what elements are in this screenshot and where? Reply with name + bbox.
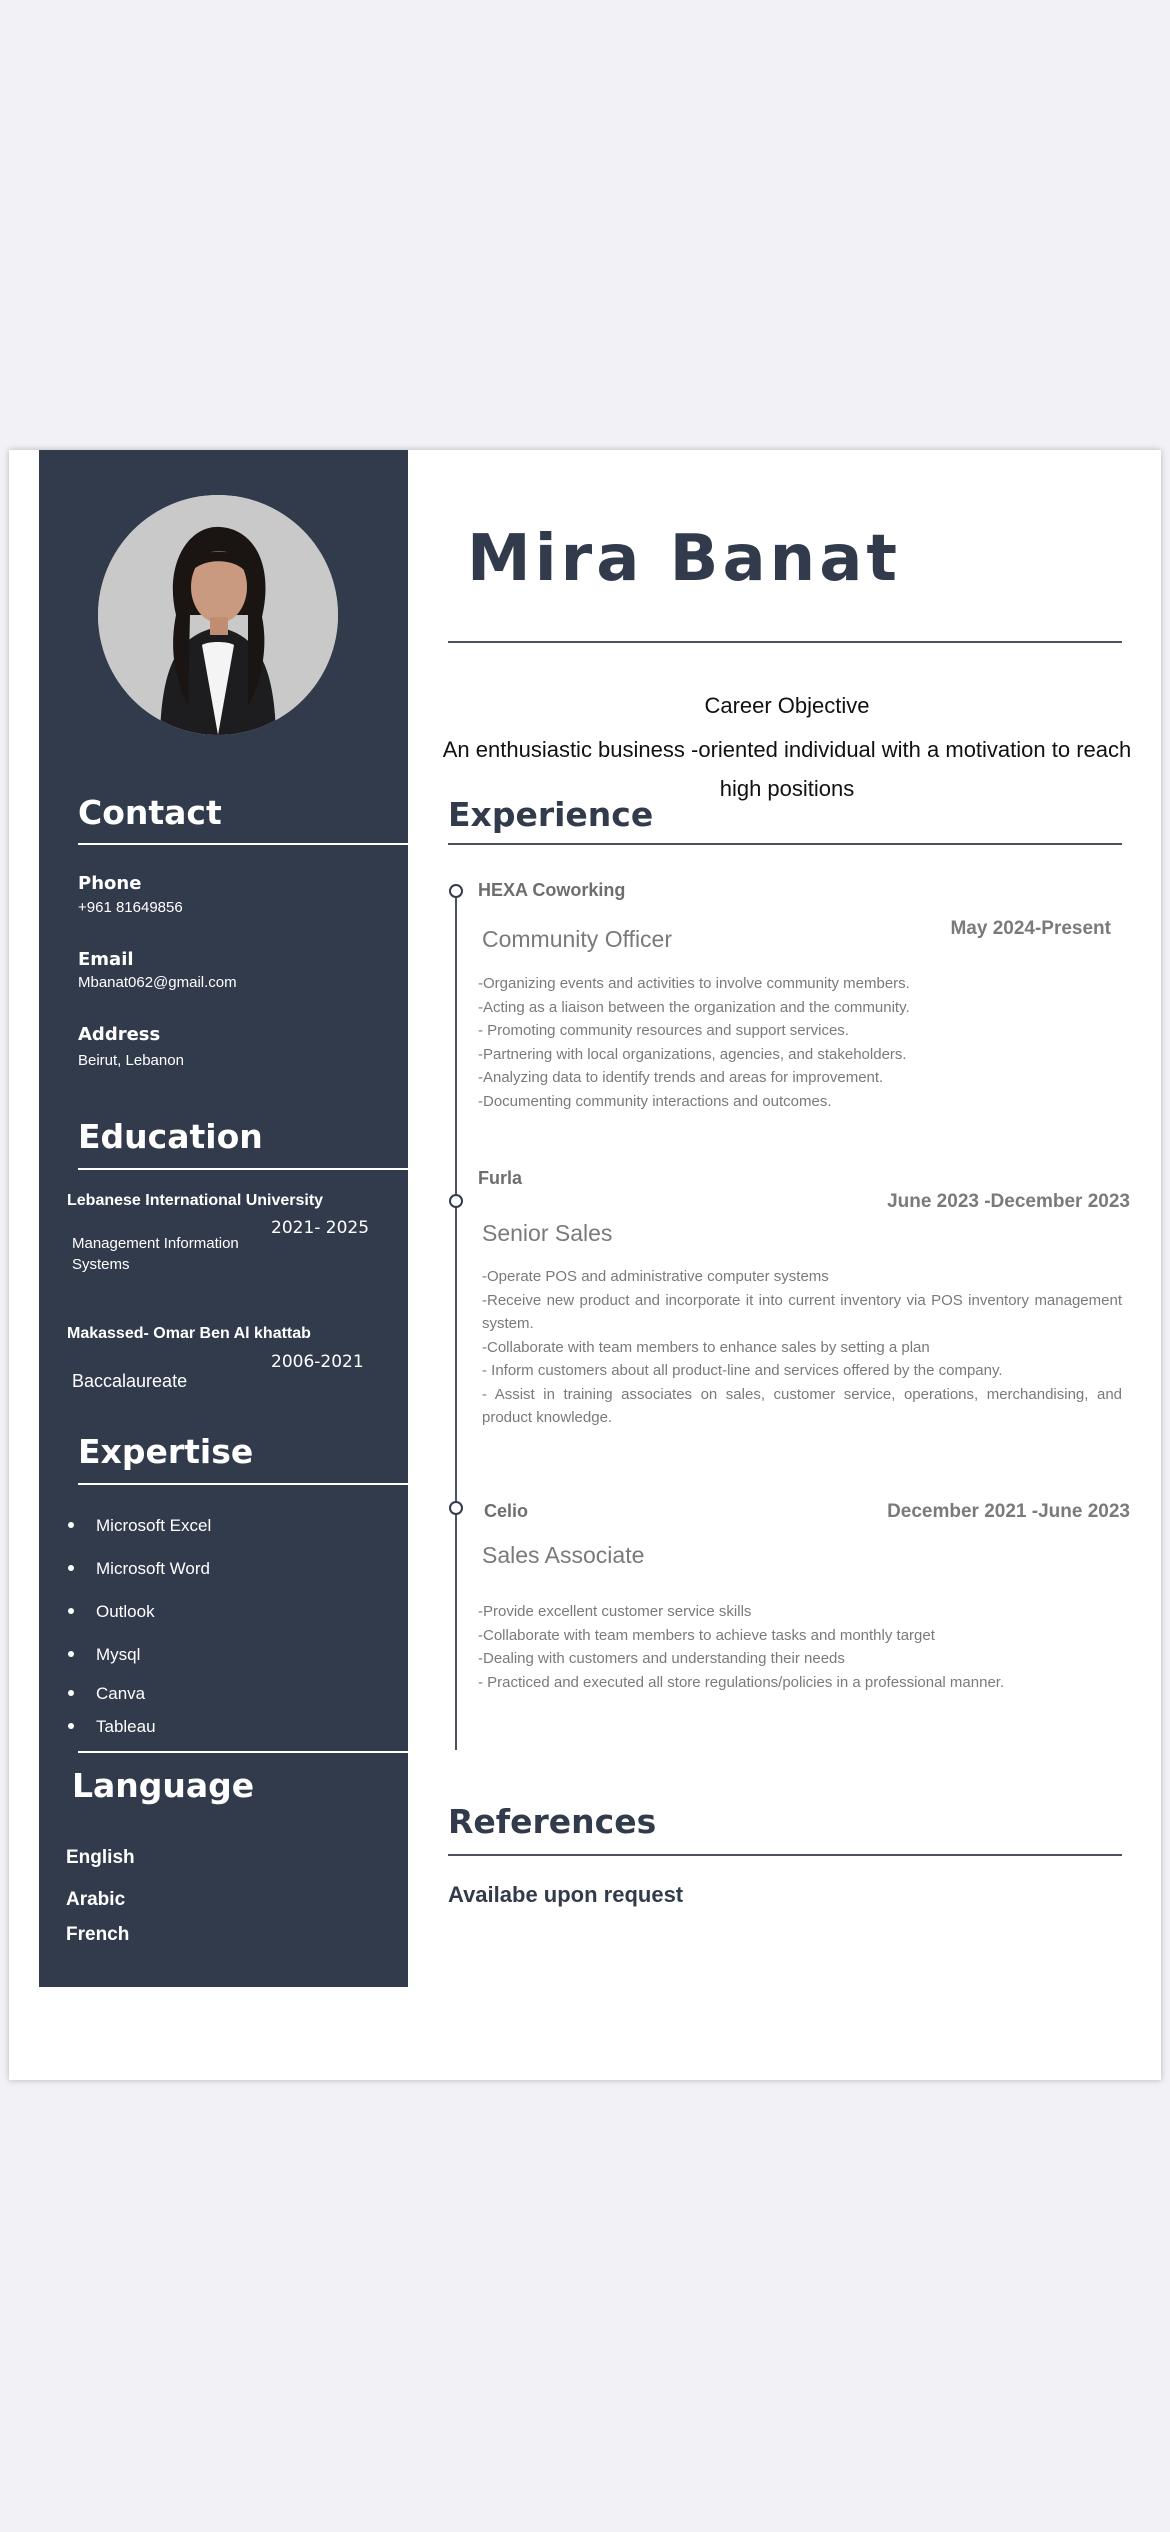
job-role: Community Officer <box>482 926 673 952</box>
skill-label: Canva <box>96 1684 146 1703</box>
objective-text: An enthusiastic business -oriented individual with a motivation to reach high positions <box>442 737 1132 801</box>
expertise-bottom-divider <box>78 1751 408 1753</box>
education-school: Makassed- Omar Ben Al khattab <box>67 1325 311 1342</box>
duty-item: -Organizing events and activities to involve community members. <box>478 975 910 992</box>
skill-item <box>68 1645 140 1665</box>
skill-label: Tableau <box>96 1717 156 1736</box>
phone-label: Phone <box>78 873 142 894</box>
job-duties <box>482 1265 1122 1430</box>
job-duties <box>478 972 1118 1113</box>
skill-label: Microsoft Word <box>96 1559 210 1578</box>
name-divider <box>448 641 1122 643</box>
job-company: HEXA Coworking <box>478 880 626 900</box>
skill-item <box>68 1516 211 1536</box>
bullet-icon <box>68 1522 74 1528</box>
job-dates: May 2024-Present <box>950 918 1111 939</box>
language-heading: Language <box>72 1766 255 1805</box>
duty-item: -Dealing with customers and understanding their needs <box>478 1650 845 1667</box>
education-heading: Education <box>78 1117 263 1156</box>
duty-item: -Receive new product and incorporate it into current inventory via POS inventory management system. <box>482 1291 1122 1332</box>
education-degree: Management Information Systems <box>72 1235 239 1273</box>
expertise-heading: Expertise <box>78 1432 254 1471</box>
sidebar <box>39 450 408 1987</box>
job-role: Sales Associate <box>482 1542 645 1568</box>
duty-item: - Inform customers about all product-line and services offered by the company. <box>482 1362 1003 1379</box>
experience-heading: Experience <box>448 795 654 834</box>
contact-divider <box>78 843 408 845</box>
language-item: French <box>66 1924 130 1945</box>
language-item: Arabic <box>66 1889 126 1910</box>
job-company: Celio <box>484 1501 529 1521</box>
skill-item <box>68 1684 145 1704</box>
duty-item: -Partnering with local organizations, agencies, and stakeholders. <box>478 1045 907 1063</box>
bullet-icon <box>68 1565 74 1571</box>
education-degree: Baccalaureate <box>72 1371 188 1391</box>
timeline-dot-icon <box>449 884 463 898</box>
expertise-divider <box>78 1483 408 1485</box>
skill-label: Outlook <box>96 1602 155 1621</box>
bullet-icon <box>68 1651 74 1657</box>
bullet-icon <box>68 1608 74 1614</box>
duty-item: - Promoting community resources and support services. <box>478 1022 849 1039</box>
duty-item: -Acting as a liaison between the organization and the community. <box>478 998 910 1016</box>
timeline-dot-icon <box>449 1501 463 1515</box>
duty-item: -Analyzing data to identify trends and areas for improvement. <box>478 1069 884 1086</box>
duty-item: -Operate POS and administrative computer systems <box>482 1268 829 1285</box>
address-label: Address <box>78 1024 161 1045</box>
objective-title: Career Objective <box>704 693 870 718</box>
bullet-icon <box>68 1723 74 1729</box>
language-item: English <box>66 1847 135 1868</box>
skill-label: Mysql <box>96 1645 141 1664</box>
duty-item: -Collaborate with team members to enhance sales by setting a plan <box>482 1338 930 1356</box>
duty-item: - Practiced and executed all store regulations/policies in a professional manner. <box>478 1673 1005 1691</box>
duty-item: -Provide excellent customer service skills <box>478 1603 752 1620</box>
phone-value: +961 81649856 <box>78 899 183 916</box>
references-heading: References <box>448 1802 657 1841</box>
address-value: Beirut, Lebanon <box>78 1052 184 1069</box>
education-school: Lebanese International University <box>67 1192 324 1209</box>
job-duties <box>478 1600 1118 1694</box>
duty-item: -Documenting community interactions and outcomes. <box>478 1092 832 1110</box>
skill-item <box>68 1602 155 1622</box>
duty-item: -Collaborate with team members to achieve tasks and monthly target <box>478 1626 935 1644</box>
job-dates: June 2023 -December 2023 <box>887 1191 1130 1212</box>
duty-item: - Assist in training associates on sales, customer service, operations, merchandising, and product knowledge. <box>482 1385 1122 1426</box>
job-role: Senior Sales <box>482 1220 613 1246</box>
skill-item <box>68 1717 156 1737</box>
candidate-name: Mira Banat <box>467 522 901 596</box>
education-years: 2021- 2025 <box>271 1218 370 1238</box>
skill-label: Microsoft Excel <box>96 1516 212 1535</box>
job-company: Furla <box>478 1168 523 1188</box>
experience-divider <box>448 843 1122 845</box>
education-years: 2006-2021 <box>271 1352 364 1372</box>
education-divider <box>78 1168 408 1170</box>
timeline-dot-icon <box>449 1194 463 1208</box>
experience-timeline <box>455 890 457 1750</box>
skill-item <box>68 1559 210 1579</box>
resume-page <box>9 450 1161 2080</box>
email-value: Mbanat062@gmail.com <box>78 974 237 991</box>
bullet-icon <box>68 1690 74 1696</box>
email-label: Email <box>78 949 134 970</box>
references-text: Availabe upon request <box>448 1882 684 1907</box>
contact-heading: Contact <box>78 793 222 832</box>
job-dates: December 2021 -June 2023 <box>887 1501 1130 1522</box>
references-divider <box>448 1854 1122 1856</box>
